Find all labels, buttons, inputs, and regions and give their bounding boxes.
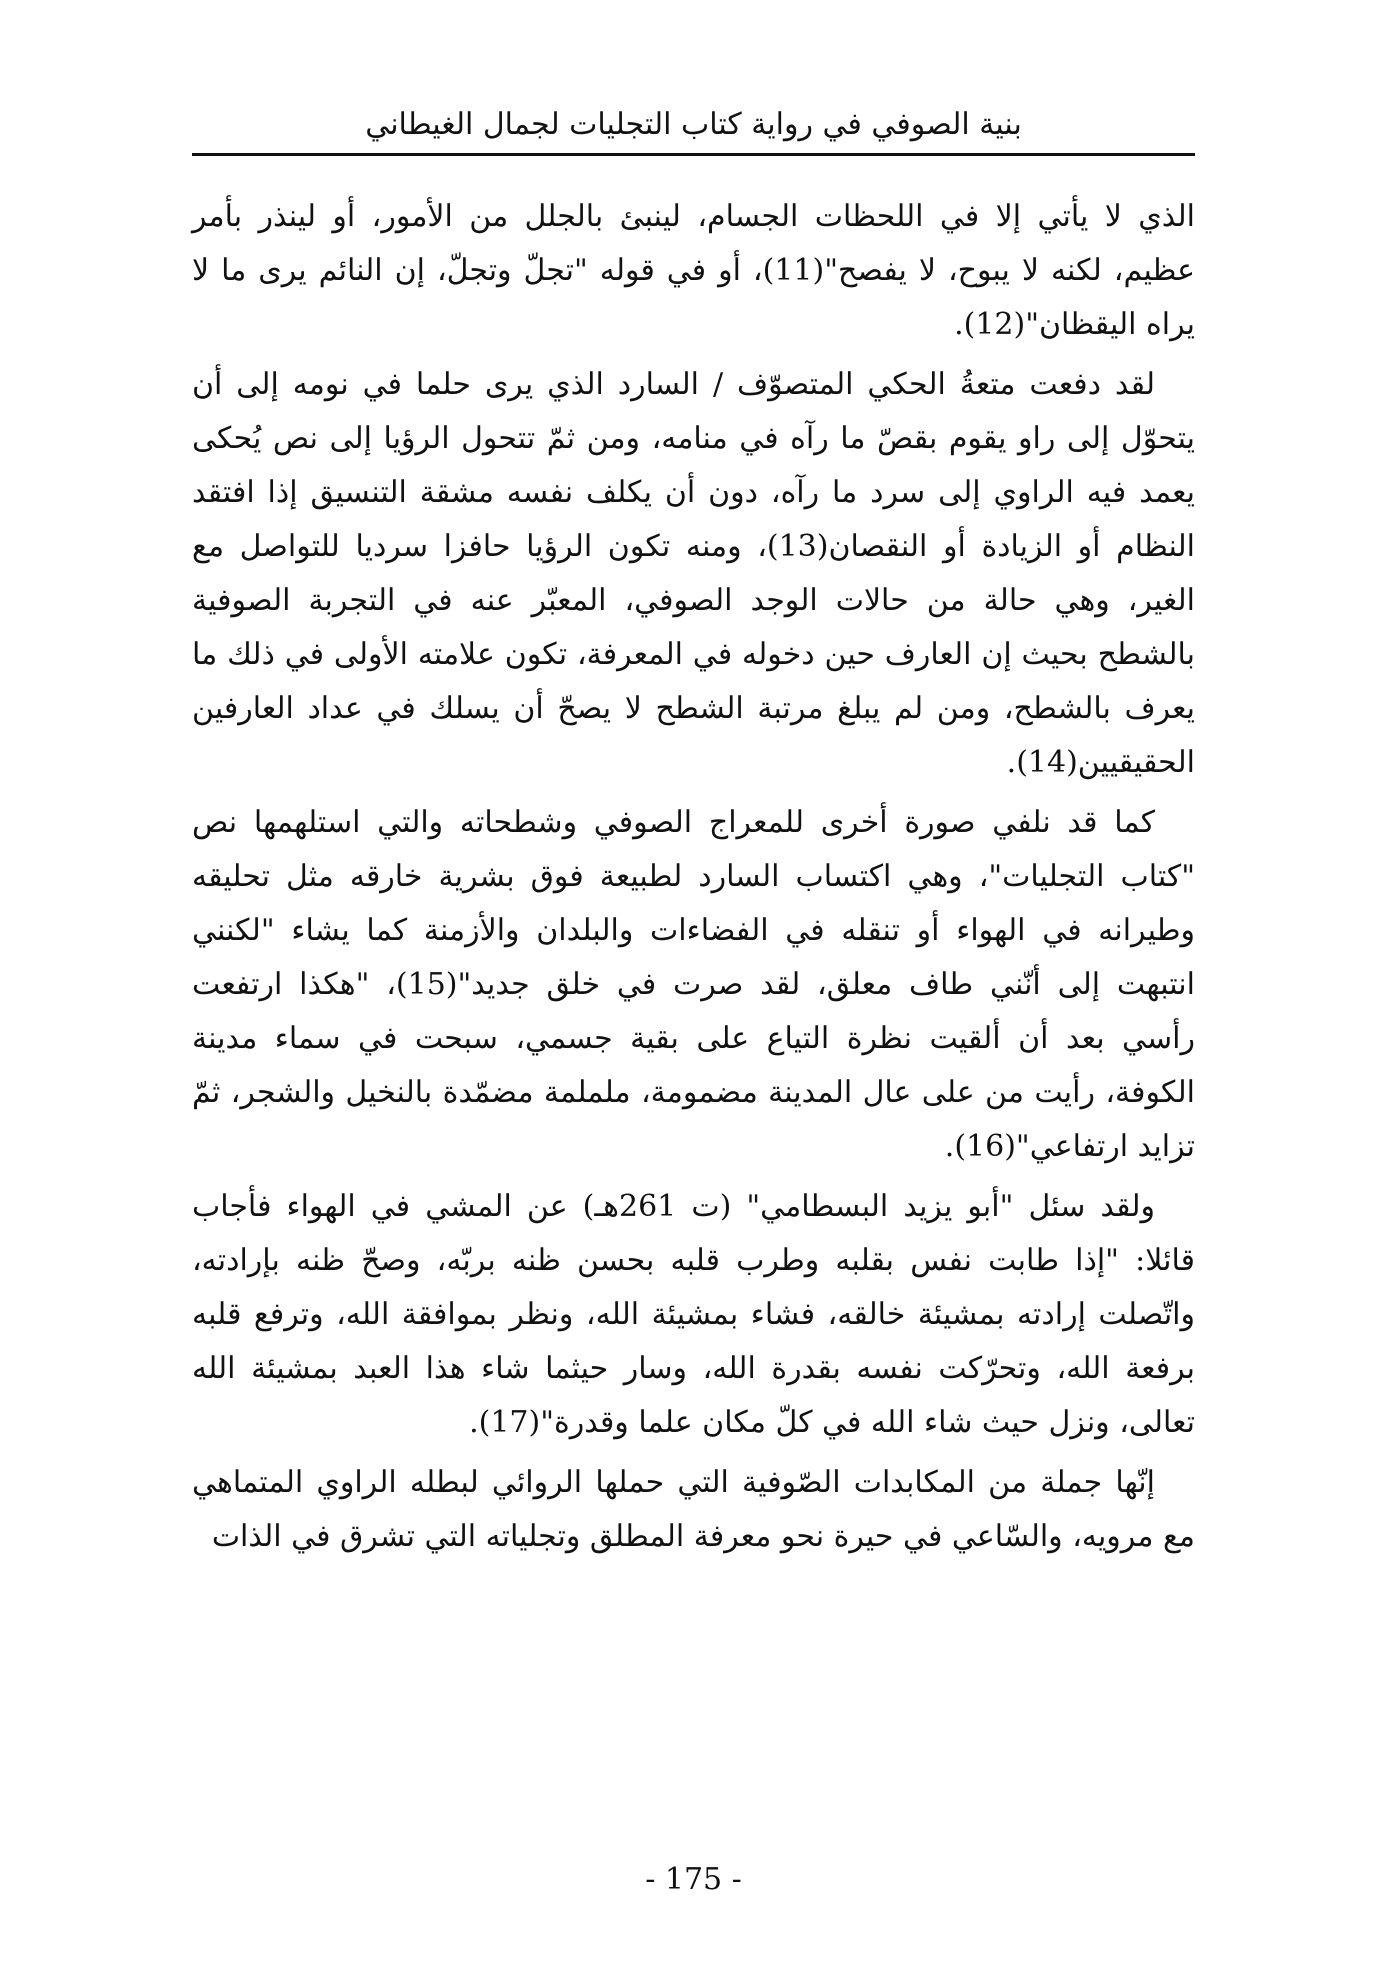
paragraph-3: كما قد نلفي صورة أخرى للمعراج الصوفي وشطحاته والتي استلهمها نص "كتاب التجليات"، وهي اكتساب السارد لطبيعة فوق بشرية خارقه مثل تحليقه وطيرانه في الهواء أو تنقله في الفضاءات والبلدان والأزمنة كما يشاء "لكنني انتبهت إلى أنّني طاف معلق، لقد صرت في خلق جديد"(15)، "هكذا ارتفعت رأسي بعد أن ألقيت نظرة التياع على بقية جسمي، سبحت في سماء مدينة الكوفة، رأيت من على عال المدينة مضمومة، ململمة مضمّدة بالنخيل والشجر، ثمّ تزايد ارتفاعي"(16).: [192, 805, 1195, 1164]
running-header: بنية الصوفي في رواية كتاب التجليات لجمال الغيطاني: [365, 107, 1022, 142]
header-rule: [192, 153, 1195, 156]
paragraph-5: إنّها جملة من المكابدات الصّوفية التي حملها الروائي لبطله الراوي المتماهي مع مرويه، والسّاعي في حيرة نحو معرفة المطلق وتجلياته التي تشرق في الذات: [192, 1465, 1195, 1554]
paragraph-2: لقد دفعت متعةُ الحكي المتصوّف / السارد الذي يرى حلما في نومه إلى أن يتحوّل إلى راو يقوم بقصّ ما رآه في منامه، ومن ثمّ تتحول الرؤيا إلى نص يُحكى يعمد فيه الراوي إلى سرد ما رآه، دون أن يكلف نفسه مشقة التنسيق إذا افتقد النظام أو الزيادة أو النقصان(13)، ومنه تكون الرؤيا حافزا سرديا للتواصل مع الغير، وهي حالة من حالات الوجد الصوفي، المعبّر عنه في التجربة الصوفية بالشطح بحيث إن العارف حين دخوله في المعرفة، تكون علامته الأولى في ذلك ما يعرف بالشطح، ومن لم يبلغ مرتبة الشطح لا يصحّ أن يسلك في عداد العارفين الحقيقيين(14).: [192, 367, 1195, 780]
paragraph-1: الذي لا يأتي إلا في اللحظات الجسام، لينبئ بالجلل من الأمور، أو لينذر بأمر عظيم، لكنه لا يبوح، لا يفصح"(11)، أو في قوله "تجلّ وتجلّ، إن النائم يرى ما لا يراه اليقظان"(12).: [192, 199, 1196, 342]
page-number: - 175 -: [645, 1862, 742, 1897]
paragraph-4: ولقد سئل "أبو يزيد البسطامي" (ت 261هـ) عن المشي في الهواء فأجاب قائلا: "إذا طابت نفس بقلبه وطرب قلبه بحسن ظنه بربّه، وصحّ ظنه بإرادته، واتّصلت إرادته بمشيئة خالقه، فشاء بمشيئة الله، ونظر بموافقة الله، وترفع قلبه برفعة الله، وتحرّكت نفسه بقدرة الله، وسار حيثما شاء هذا العبد بمشيئة الله تعالى، ونزل حيث شاء الله في كلّ مكان علما وقدرة"(17).: [192, 1189, 1195, 1440]
body-text: [192, 190, 1195, 1570]
